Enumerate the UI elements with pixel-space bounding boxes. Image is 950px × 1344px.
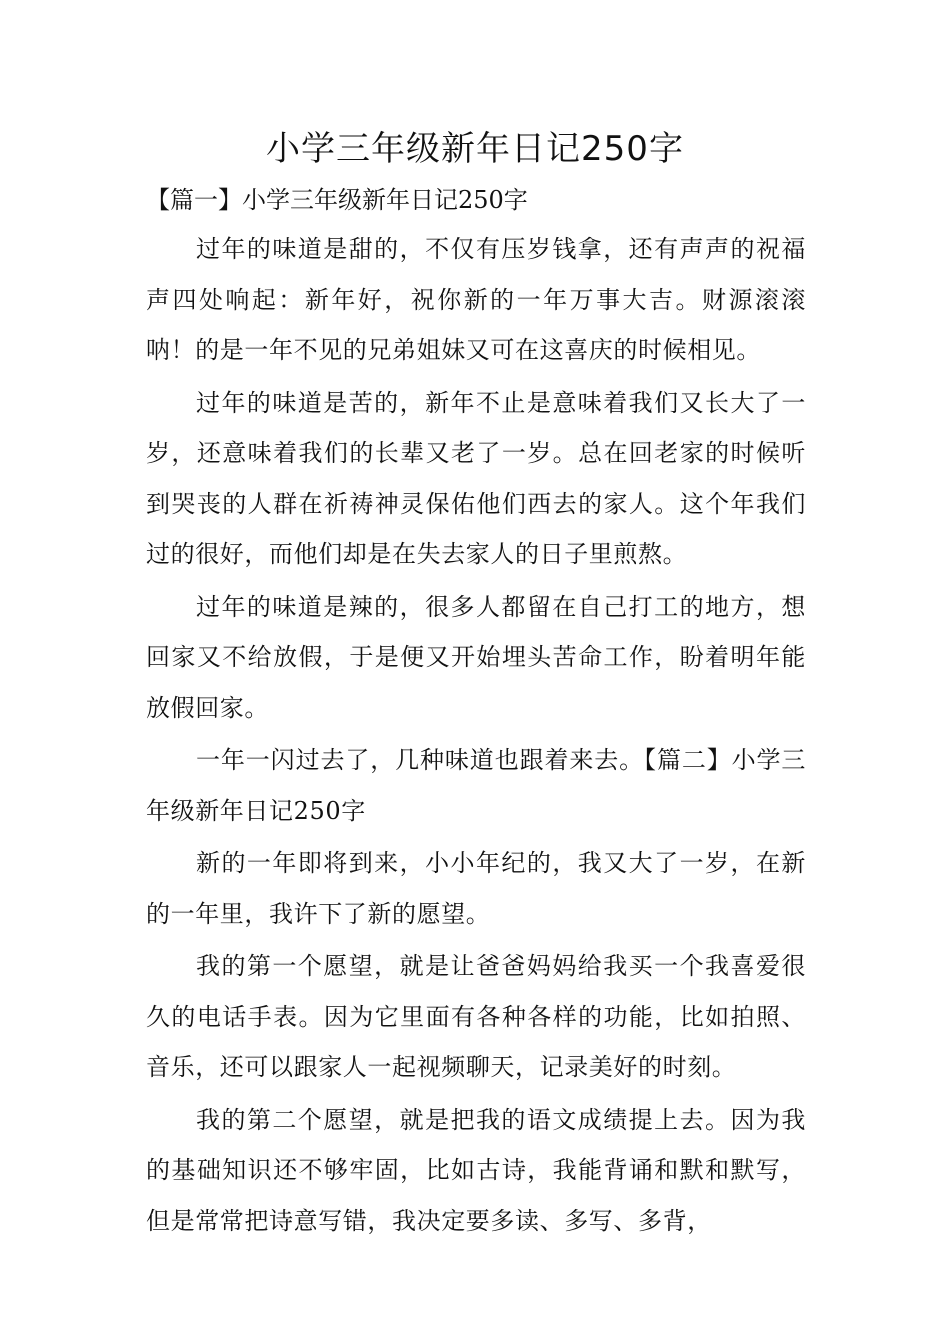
section-heading: 【篇一】小学三年级新年日记250字 xyxy=(146,186,528,214)
document-title: 小学三年级新年日记250字 xyxy=(266,129,684,169)
paragraph-2: 过年的味道是苦的，新年不止是意味着我们又长大了一岁，还意味着我们的长辈又老了一岁。总在回老家的时候听到哭丧的人群在祈祷神灵保佑他们西去的家人。这个年我们过的很好，而他们却是在失去家人的日子里煎熬。 xyxy=(146,388,806,568)
paragraph-7: 我的第二个愿望，就是把我的语文成绩提上去。因为我的基础知识还不够牢固，比如古诗，我能背诵和默和默写，但是常常把诗意写错，我决定要多读、多写、多背， xyxy=(146,1105,806,1235)
paragraph-6: 我的第一个愿望，就是让爸爸妈妈给我买一个我喜爱很久的电话手表。因为它里面有各种各样的功能，比如拍照、音乐，还可以跟家人一起视频聊天，记录美好的时刻。 xyxy=(146,952,806,1081)
paragraph-3: 过年的味道是辣的，很多人都留在自己打工的地方，想回家又不给放假，于是便又开始埋头苦命工作，盼着明年能放假回家。 xyxy=(146,592,806,722)
paragraph-5: 新的一年即将到来，小小年纪的，我又大了一岁，在新的一年里，我许下了新的愿望。 xyxy=(146,849,806,928)
paragraph-4: 一年一闪过去了，几种味道也跟着来去。【篇二】小学三年级新年日记250字 xyxy=(146,746,806,825)
document-body xyxy=(146,224,806,1248)
paragraph-1: 过年的味道是甜的，不仅有压岁钱拿，还有声声的祝福声四处响起：新年好，祝你新的一年万事大吉。财源滚滚呐！的是一年不见的兄弟姐妹又可在这喜庆的时候相见。 xyxy=(146,235,806,364)
